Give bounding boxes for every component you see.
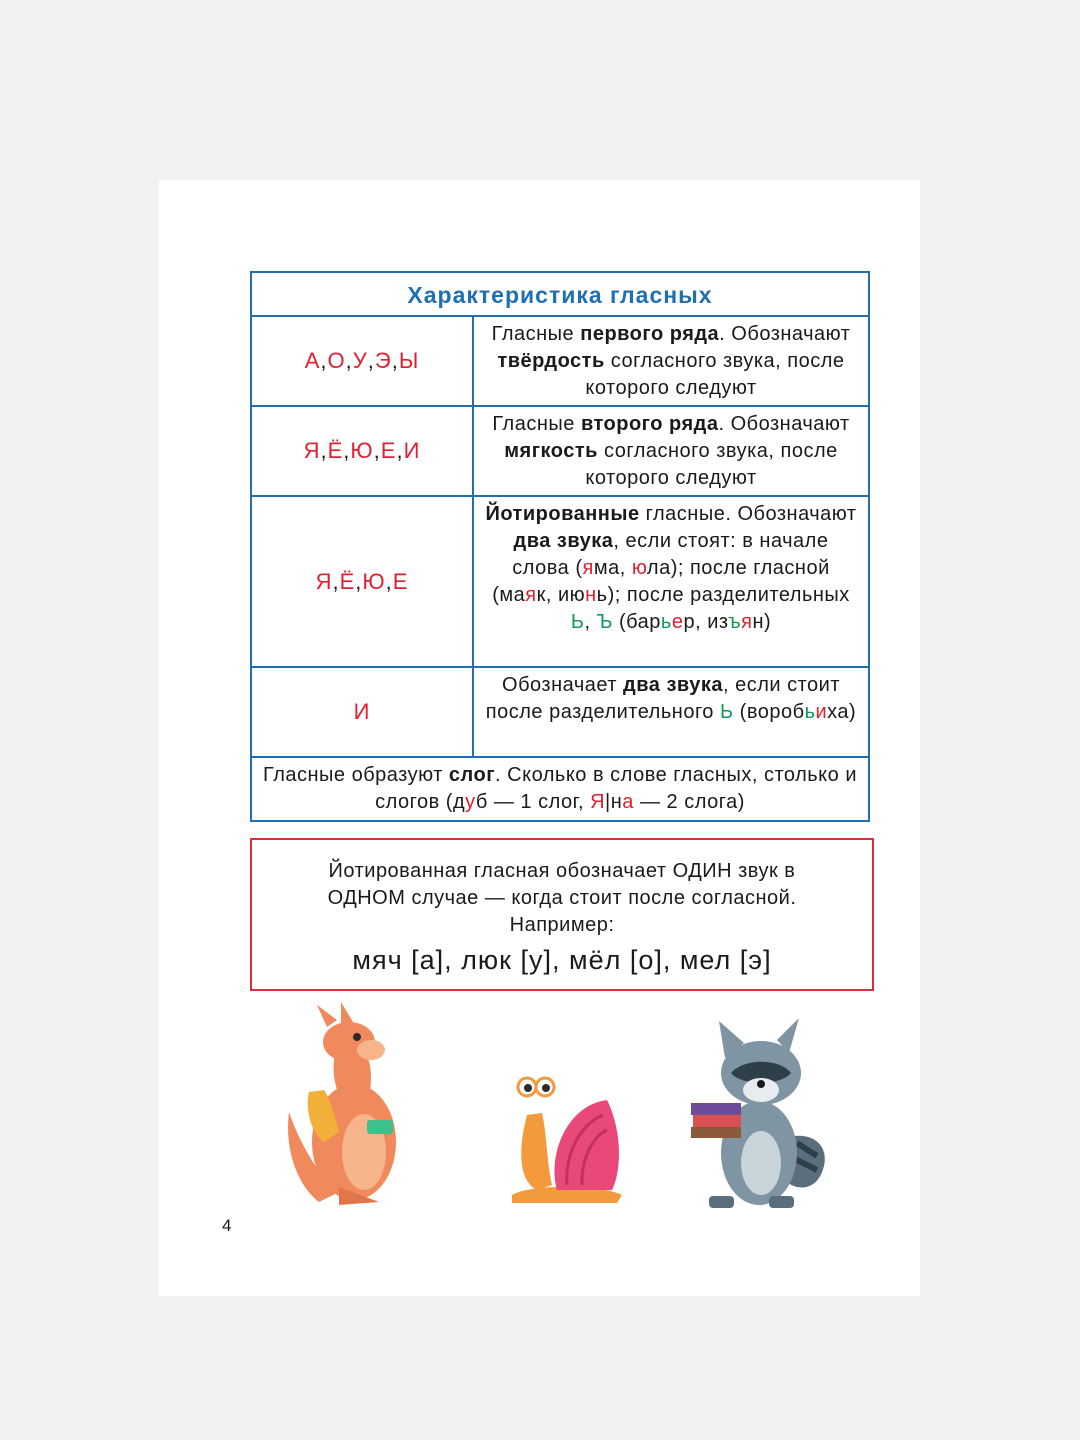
text-run: . Сколько в слове гласных, столько и слогов (д [375, 764, 857, 813]
text-run: б — 1 слог, [475, 791, 591, 813]
table-footer-row [252, 758, 868, 820]
vowel-letter: У [352, 348, 368, 373]
vowel-letter: И [353, 699, 371, 724]
text-run: второго ряда [580, 413, 719, 435]
text-run: Обозначает [502, 674, 624, 696]
vowel-letter: О [327, 348, 346, 373]
vowel-letter: Ю [362, 568, 386, 594]
text-run: (бар [612, 611, 661, 633]
note-text: Йотированная гласная обозначает ОДИН звук в ОДНОМ случае — когда стоит после согласной. Например: [327, 860, 797, 936]
text-run: я [582, 557, 594, 579]
comma-separator: , [332, 568, 340, 594]
text-run: слог [448, 764, 496, 786]
vowel-letter: Э [374, 348, 392, 373]
text-run: ю [631, 557, 647, 579]
comma-separator: , [373, 438, 381, 463]
text-run: два звука [623, 674, 723, 696]
text-run: и [815, 701, 828, 723]
comma-separator: , [345, 348, 353, 373]
vowel-description [474, 497, 868, 666]
comma-separator: , [385, 568, 393, 594]
text-run: ъ [728, 611, 742, 633]
text-run: , [584, 611, 597, 633]
text-run: а [622, 791, 634, 813]
vowel-letter: Ю [350, 438, 374, 463]
text-run: |н [605, 791, 623, 813]
table-row [252, 407, 868, 497]
vowel-letter: И [403, 438, 421, 463]
text-run: ла); после гласной (ма [492, 557, 830, 606]
vowel-letter: Е [392, 568, 409, 594]
vowel-letter: А [304, 348, 321, 373]
text-run: согласного звука, после которого следуют [585, 440, 838, 489]
book-page [159, 180, 920, 1296]
text-run: гласные. Обозначают [639, 503, 857, 525]
vowels-table [250, 271, 870, 822]
note-box [250, 838, 874, 991]
comma-separator: , [343, 438, 351, 463]
table-row [252, 497, 868, 668]
text-run: . Обозначают [719, 323, 851, 345]
vowel-letter: Ё [327, 438, 344, 463]
vowel-description [474, 668, 868, 756]
comma-separator: , [320, 438, 328, 463]
text-run: ха) [827, 701, 857, 723]
text-run: Ь [719, 701, 734, 723]
text-run: Я [590, 791, 606, 813]
vowel-letter: Ё [339, 568, 356, 594]
raccoon-illustration [689, 1018, 834, 1208]
text-run: ь [804, 701, 816, 723]
text-run: ь [660, 611, 672, 633]
comma-separator: , [396, 438, 404, 463]
text-run: я [525, 584, 537, 606]
text-run: согласного звука, после которого следуют [585, 350, 845, 399]
text-run: Ь [570, 611, 585, 633]
text-run: Гласные [492, 413, 581, 435]
text-run: твёрдость [497, 350, 605, 372]
text-run: Гласные [491, 323, 581, 345]
text-run: Йотированные [485, 503, 640, 525]
text-run: мягкость [504, 440, 598, 462]
comma-separator: , [391, 348, 399, 373]
note-example: мяч [а], люк [у], мёл [о], мел [э] [352, 945, 772, 975]
text-run: Ъ [596, 611, 613, 633]
text-run: (вороб [733, 701, 805, 723]
table-row [252, 317, 868, 407]
vowel-letters [252, 497, 474, 666]
text-run: ь); после разделительных [596, 584, 850, 606]
vowel-description [474, 407, 868, 495]
text-run: , если стоит после разделительного [485, 674, 840, 723]
text-run: . Обозначают [718, 413, 850, 435]
vowel-letters [252, 668, 474, 756]
text-run: н [585, 584, 597, 606]
text-run: е [671, 611, 684, 633]
page-number: 4 [222, 1216, 232, 1235]
table-row [252, 668, 868, 758]
vowel-description [474, 317, 868, 405]
text-run: у [465, 791, 476, 813]
vowel-letters [252, 317, 474, 405]
comma-separator: , [355, 568, 363, 594]
syllable-rule [252, 758, 868, 820]
vowel-letter: Е [380, 438, 397, 463]
text-run: два звука [513, 530, 614, 552]
comma-separator: , [320, 348, 328, 373]
text-run: ма, [593, 557, 632, 579]
text-run: к, ию [536, 584, 586, 606]
snail-illustration [507, 1075, 627, 1203]
text-run: — 2 слога) [633, 791, 745, 813]
vowel-letter: Я [315, 568, 333, 594]
text-run: первого ряда [580, 323, 720, 345]
text-run: , если стоят: в начале слова ( [512, 530, 829, 579]
table-title: Характеристика гласных [252, 273, 868, 317]
text-run: р, из [683, 611, 729, 633]
text-run: Гласные образуют [262, 764, 449, 786]
kangaroo-illustration [279, 1002, 419, 1207]
text-run: н) [752, 611, 772, 633]
vowel-letter: Ы [398, 348, 420, 373]
vowel-letters [252, 407, 474, 495]
comma-separator: , [367, 348, 375, 373]
vowel-letter: Я [303, 438, 321, 463]
text-run: я [741, 611, 753, 633]
